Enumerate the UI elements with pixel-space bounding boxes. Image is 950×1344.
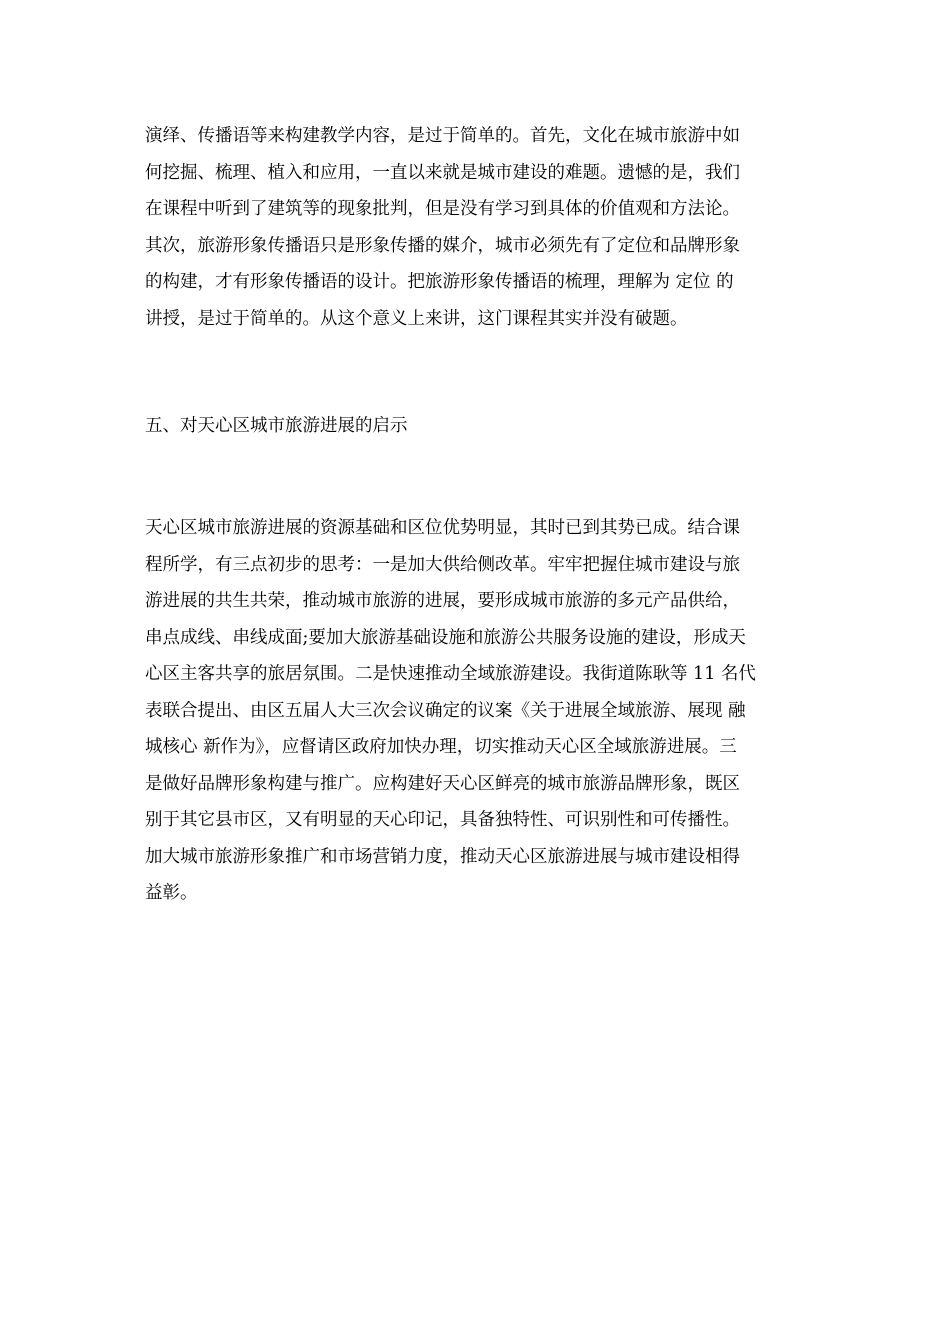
- paragraph-line: 天心区城市旅游进展的资源基础和区位优势明显，其时已到其势已成。结合课: [145, 518, 740, 538]
- paragraph-line: 加大城市旅游形象推广和市场营销力度，推动天心区旅游进展与城市建设相得: [145, 846, 740, 867]
- paragraph-line: 心区主客共享的旅居氛围。二是快速推动全域旅游建设。我街道陈耿等 11 名代: [145, 664, 756, 684]
- paragraph-line: 讲授，是过于简单的。从这个意义上来讲，这门课程其实并没有破题。: [145, 308, 688, 329]
- paragraph-line: 别于其它县市区，又有明显的天心印记，具备独特性、可识别性和可传播性。: [145, 810, 740, 830]
- paragraph-tianxin-insights: [145, 510, 813, 912]
- paragraph-line: 何挖掘、梳理、植入和应用，一直以来就是城市建设的难题。遗憾的是，我们: [145, 162, 740, 183]
- paragraph-line: 演绎、传播语等来构建教学内容，是过于简单的。首先，文化在城市旅游中如: [145, 126, 740, 146]
- paragraph-line: 游进展的共生共荣，推动城市旅游的进展，要形成城市旅游的多元产品供给，: [145, 591, 740, 611]
- paragraph-culture-critique: [145, 118, 813, 337]
- paragraph-line: 串点成线、串线成面;要加大旅游基础设施和旅游公共服务设施的建设，形成天: [145, 627, 746, 648]
- paragraph-line: 其次，旅游形象传播语只是形象传播的媒介，城市必须先有了定位和品牌形象: [145, 235, 740, 256]
- paragraph-line: 表联合提出、由区五届人大三次会议确定的议案《关于进展全域旅游、展现 融: [145, 700, 746, 721]
- paragraph-line: 益彰。: [145, 883, 198, 903]
- section-heading: 五、对天心区城市旅游进展的启示: [145, 416, 408, 436]
- paragraph-line: 程所学，有三点初步的思考：一是加大供给侧改革。牢牢把握住城市建设与旅: [145, 554, 740, 575]
- paragraph-line: 是做好品牌形象构建与推广。应构建好天心区鲜亮的城市旅游品牌形象，既区: [145, 773, 740, 794]
- paragraph-line: 的构建，才有形象传播语的设计。把旅游形象传播语的梳理，理解为 定位 的: [145, 272, 734, 292]
- paragraph-line: 在课程中听到了建筑等的现象批判，但是没有学习到具体的价值观和方法论。: [145, 199, 740, 219]
- paragraph-line: 城核心 新作为》，应督请区政府加快办理，切实推动天心区全域旅游进展。三: [145, 737, 737, 757]
